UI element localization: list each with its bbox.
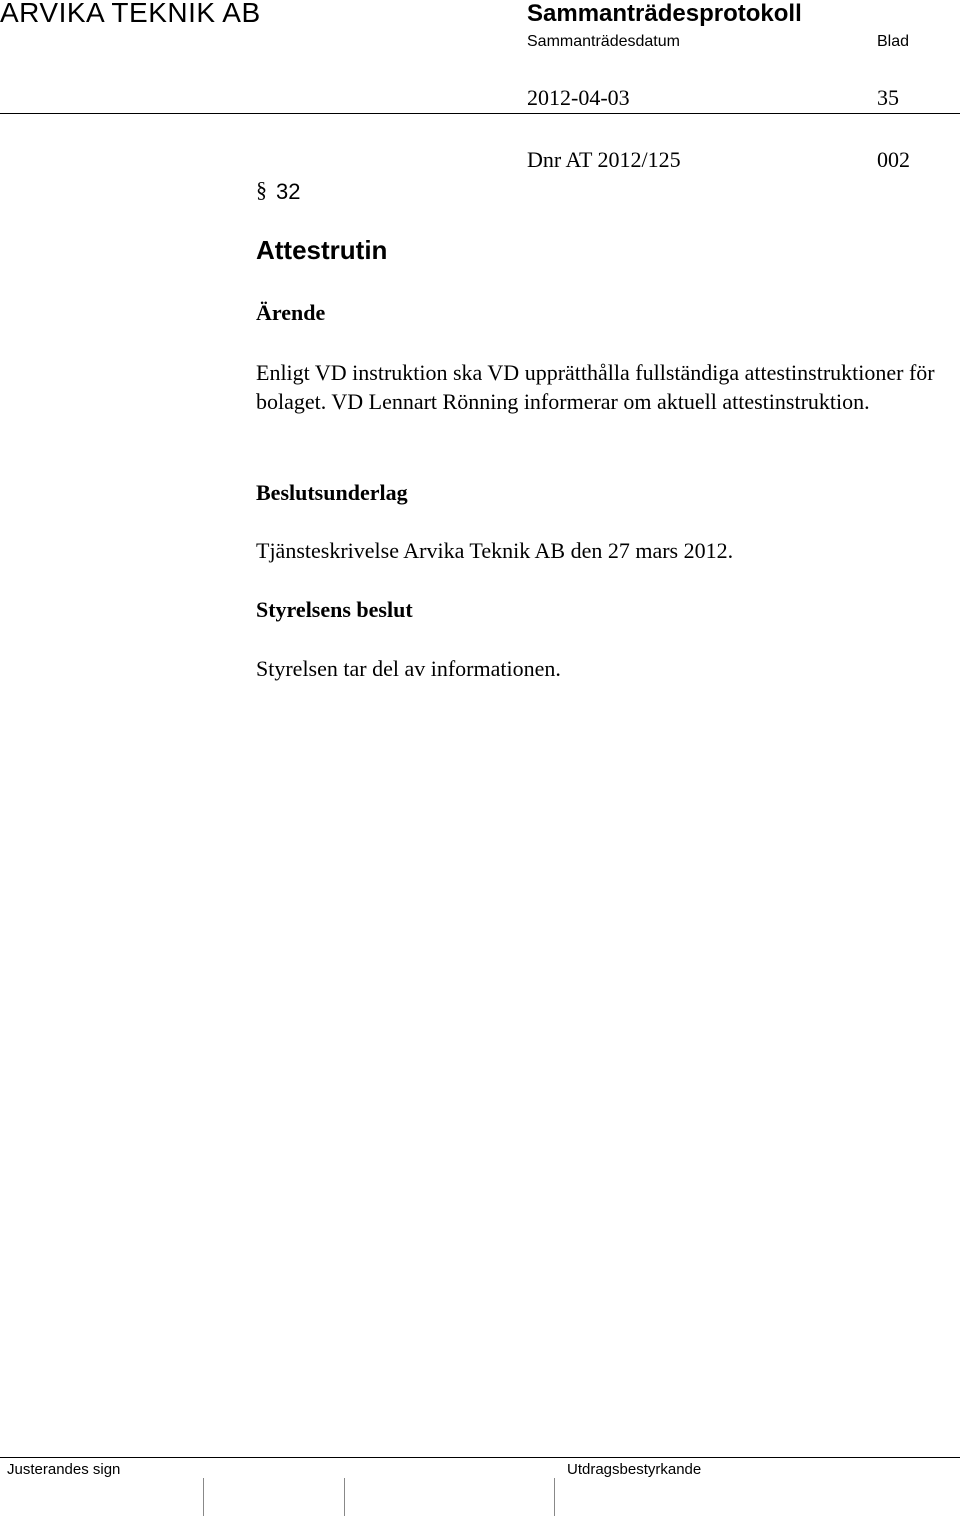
arende-body: Enligt VD instruktion ska VD upprätthålla fullständiga attestinstruktioner för bolaget. VD Lennart Rönning informerar om aktuell attestinstruktion. bbox=[256, 360, 935, 414]
signature-box-divider bbox=[203, 1478, 204, 1516]
utdragsbestyrkande-label: Utdragsbestyrkande bbox=[567, 1461, 702, 1478]
signature-box-divider bbox=[344, 1478, 345, 1516]
signature-box-divider bbox=[554, 1478, 555, 1516]
diary-number: Dnr AT 2012/125 bbox=[527, 147, 681, 172]
footer-divider bbox=[0, 1457, 960, 1458]
page-label: Blad bbox=[877, 33, 910, 50]
styrelsens-beslut-heading: Styrelsens beslut bbox=[256, 597, 413, 622]
meeting-date: 2012-04-03 bbox=[527, 85, 630, 110]
page-number: 35 bbox=[877, 85, 899, 110]
paragraph-number: 32 bbox=[276, 179, 301, 204]
arende-heading: Ärende bbox=[256, 300, 326, 325]
diary-code: 002 bbox=[877, 147, 910, 172]
paragraph-symbol: § bbox=[256, 177, 267, 202]
organization-name: ARVIKA TEKNIK AB bbox=[0, 0, 261, 28]
document-title: Sammanträdesprotokoll bbox=[527, 0, 802, 27]
justerandes-sign-label: Justerandes sign bbox=[7, 1461, 121, 1478]
case-title: Attestrutin bbox=[256, 235, 388, 265]
styrelsens-beslut-body: Styrelsen tar del av informationen. bbox=[256, 656, 561, 681]
header-divider bbox=[0, 113, 960, 114]
beslutsunderlag-heading: Beslutsunderlag bbox=[256, 480, 408, 505]
beslutsunderlag-body: Tjänsteskrivelse Arvika Teknik AB den 27 mars 2012. bbox=[256, 538, 734, 563]
date-label: Sammanträdesdatum bbox=[527, 33, 680, 50]
